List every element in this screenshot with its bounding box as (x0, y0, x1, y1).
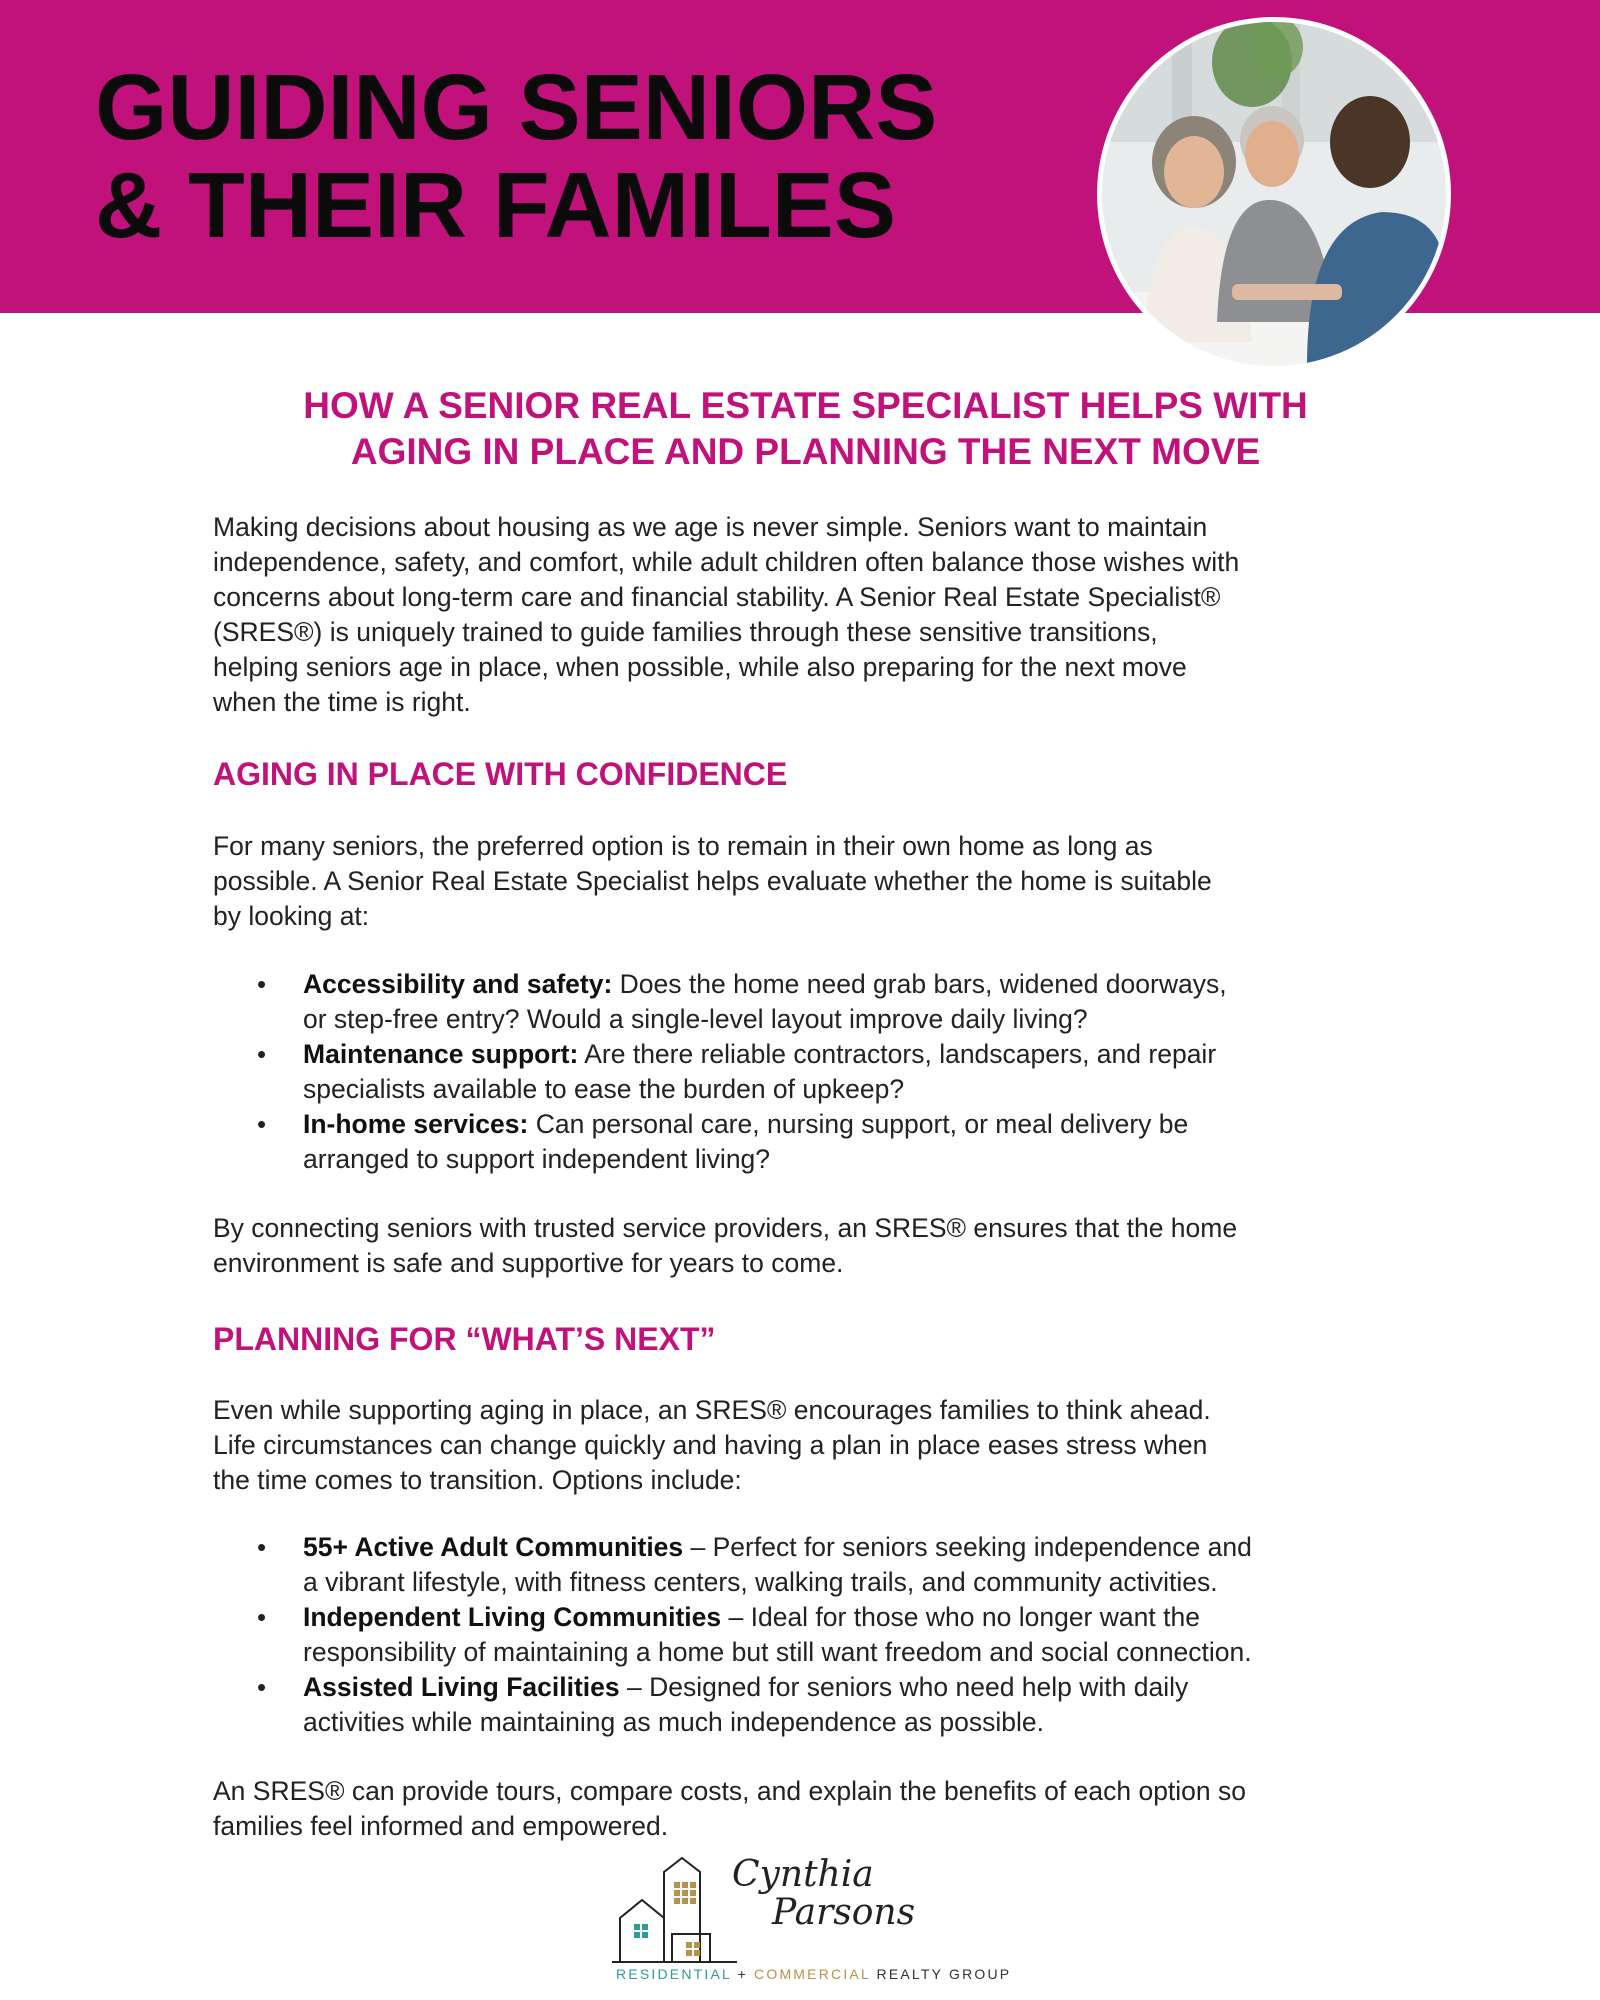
intro-line: helping seniors age in place, when possible, while also preparing for the next move (213, 652, 1187, 682)
seniors-meeting-illustration (1102, 22, 1446, 366)
logo-first-name: Cynthia (732, 1854, 874, 1895)
whats-next-intro (213, 1393, 1398, 1498)
logo-tagline (616, 1966, 1011, 1982)
bullet-icon: • (257, 1532, 267, 1562)
bullet-text-continued: or step-free entry? Would a single-level layout improve daily living? (303, 1004, 1088, 1034)
paragraph-line: For many seniors, the preferred option is to remain in their own home as long as (213, 831, 1153, 861)
main-heading (213, 383, 1398, 475)
logo-script-name (732, 1856, 915, 1932)
buildings-logo-icon (612, 1850, 742, 1970)
company-logo (612, 1850, 1012, 1990)
tag-plus: + (731, 1966, 755, 1982)
list-item (213, 1530, 1398, 1600)
bullet-bold-label: In-home services: (303, 1109, 529, 1139)
bullet-icon: • (257, 1039, 267, 1069)
bullet-text-continued: activities while maintaining as much independence as possible. (303, 1707, 1044, 1737)
paragraph-line: By connecting seniors with trusted service providers, an SRES® ensures that the home (213, 1213, 1238, 1243)
list-item (213, 967, 1398, 1037)
intro-line: (SRES®) is uniquely trained to guide families through these sensitive transitions, (213, 617, 1158, 647)
bullet-text-continued: arranged to support independent living? (303, 1144, 771, 1174)
bullet-icon: • (257, 1672, 267, 1702)
bullet-icon: • (257, 1109, 267, 1139)
bullet-text-continued: specialists available to ease the burden of upkeep? (303, 1074, 905, 1104)
main-heading-line-2: AGING IN PLACE AND PLANNING THE NEXT MOVE (350, 431, 1261, 472)
intro-line: independence, safety, and comfort, while adult children often balance those wishes with (213, 547, 1240, 577)
aging-in-place-closing (213, 1211, 1398, 1281)
logo-last-name: Parsons (772, 1892, 916, 1933)
paragraph-line: families feel informed and empowered. (213, 1811, 669, 1841)
bullet-bold-label: Independent Living Communities (303, 1602, 722, 1632)
paragraph-line: An SRES® can provide tours, compare costs, and explain the benefits of each option so (213, 1776, 1247, 1806)
section-heading-aging-in-place: AGING IN PLACE WITH CONFIDENCE (213, 756, 788, 792)
bullet-icon: • (257, 969, 267, 999)
bullet-text: Does the home need grab bars, widened doorways, (612, 969, 1227, 999)
intro-paragraph (213, 510, 1398, 720)
bullet-icon: • (257, 1602, 267, 1632)
section-heading-whats-next: PLANNING FOR “WHAT’S NEXT” (213, 1321, 716, 1357)
bullet-bold-label: Assisted Living Facilities (303, 1672, 620, 1702)
bullet-text: Are there reliable contractors, landscapers, and repair (578, 1039, 1217, 1069)
list-item (213, 1600, 1398, 1670)
paragraph-line: Life circumstances can change quickly and having a plan in place eases stress when (213, 1430, 1208, 1460)
aging-in-place-intro (213, 829, 1398, 934)
bullet-text-continued: responsibility of maintaining a home but still want freedom and social connection. (303, 1637, 1252, 1667)
intro-line: when the time is right. (213, 687, 471, 717)
paragraph-line: environment is safe and supportive for years to come. (213, 1248, 844, 1278)
bullet-bold-label: 55+ Active Adult Communities (303, 1532, 684, 1562)
paragraph-line: possible. A Senior Real Estate Specialist helps evaluate whether the home is suitable (213, 866, 1212, 896)
housing-options-list (213, 1530, 1398, 1740)
bullet-text: – Designed for seniors who need help with daily (619, 1672, 1189, 1702)
tag-commercial: COMMERCIAL (754, 1966, 871, 1982)
bullet-text: Can personal care, nursing support, or meal delivery be (528, 1109, 1189, 1139)
bullet-bold-label: Maintenance support: (303, 1039, 579, 1069)
main-heading-line-1: HOW A SENIOR REAL ESTATE SPECIALIST HELPS WITH (303, 385, 1308, 426)
whats-next-closing (213, 1774, 1398, 1844)
bullet-text: – Perfect for seniors seeking independence and (683, 1532, 1252, 1562)
page-title-line-2: & THEIR FAMILES (95, 153, 896, 257)
tag-residential: RESIDENTIAL (616, 1966, 732, 1982)
bullet-text: – Ideal for those who no longer want the (721, 1602, 1200, 1632)
seniors-meeting-photo (1097, 17, 1451, 371)
aging-in-place-list (213, 967, 1398, 1177)
paragraph-line: the time comes to transition. Options include: (213, 1465, 742, 1495)
list-item (213, 1037, 1398, 1107)
paragraph-line: by looking at: (213, 901, 370, 931)
intro-line: Making decisions about housing as we age is never simple. Seniors want to maintain (213, 512, 1208, 542)
intro-line: concerns about long-term care and financial stability. A Senior Real Estate Specialist® (213, 582, 1221, 612)
bullet-text-continued: a vibrant lifestyle, with fitness centers, walking trails, and community activities. (303, 1567, 1218, 1597)
bullet-bold-label: Accessibility and safety: (303, 969, 613, 999)
list-item (213, 1670, 1398, 1740)
list-item (213, 1107, 1398, 1177)
tag-realty-group: REALTY GROUP (870, 1966, 1012, 1982)
page-title-line-1: GUIDING SENIORS (95, 55, 938, 159)
paragraph-line: Even while supporting aging in place, an SRES® encourages families to think ahead. (213, 1395, 1211, 1425)
page-title (95, 55, 938, 257)
